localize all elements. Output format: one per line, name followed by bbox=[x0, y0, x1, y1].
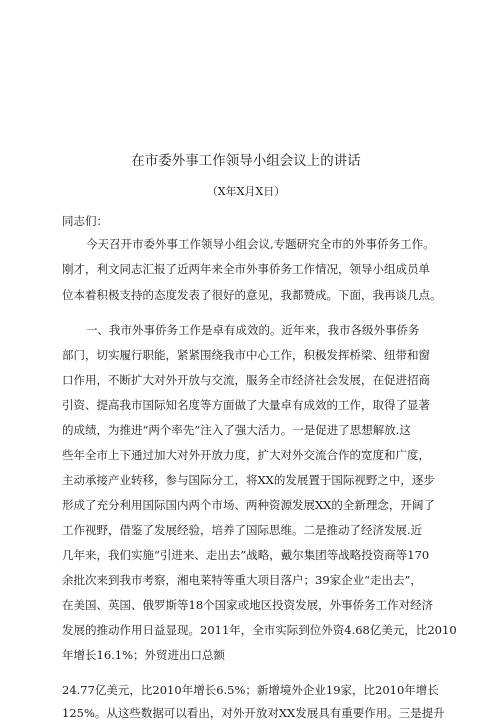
salutation: 同志们： bbox=[62, 214, 108, 228]
paragraph-line: 125%。从这些数据可以看出，对外开放对XX发展具有重要作用。三是提升 bbox=[62, 706, 445, 720]
paragraph-line: 引资、提高我市国际知名度等方面做了大量卓有成效的工作，取得了显著 bbox=[62, 398, 430, 412]
paragraph-line: 形成了充分利用国际国内两个市场、两种资源发展XX的全新理念，开阔了 bbox=[62, 498, 435, 512]
paragraph-line: 一、我市外事侨务工作是卓有成效的。近年来，我市各级外事侨务 bbox=[86, 323, 420, 337]
paragraph-line: 余批次来到我市考察，湘电莱特等重大项目落户；39家企业“走出去”， bbox=[62, 573, 422, 587]
paragraph-line: 发展的推动作用日益显现。2011年，全市实际到位外资4.68亿美元，比2010 bbox=[62, 623, 457, 637]
speech-date: （X年X月X日） bbox=[206, 185, 286, 198]
paragraph-line: 位本着积极支持的态度发表了很好的意见，我都赞成。下面，我再谈几点。 bbox=[62, 288, 442, 302]
document-title: 在市委外事工作领导小组会议上的讲话 bbox=[131, 153, 361, 169]
paragraph-line: 在美国、英国、俄罗斯等18个国家或地区投资发展，外事侨务工作对经济 bbox=[62, 598, 434, 612]
paragraph-line: 刚才，利文同志汇报了近两年来全市外事侨务工作情况，领导小组成员单 bbox=[62, 262, 430, 276]
paragraph-line: 24.77亿美元，比2010年增长6.5%；新增境外企业19家，比2010年增长 bbox=[62, 683, 439, 697]
paragraph-line: 主动承接产业转移，参与国际分工，将XX的发展置于国际视野之中，逐步 bbox=[62, 473, 435, 487]
paragraph-line: 几年来，我们实施“引进来、走出去”战略，戴尔集团等战略投资商等170 bbox=[62, 548, 430, 562]
paragraph-line: 部门，切实履行职能，紧紧围绕我市中心工作，积极发挥桥梁、纽带和窗 bbox=[62, 348, 430, 362]
paragraph-line: 的成绩，为推进“两个率先”注入了强大活力。一是促进了思想解放.这 bbox=[62, 423, 411, 437]
paragraph-line: 工作视野，借鉴了发展经验，培养了国际思维。二是推动了经济发展.近 bbox=[62, 523, 423, 537]
paragraph-line: 些年全市上下通过加大对外开放力度，扩大对外交流合作的宽度和广度， bbox=[62, 448, 430, 462]
paragraph-line: 今天召开市委外事工作领导小组会议,专题研究全市的外事侨务工作。 bbox=[86, 237, 435, 251]
paragraph-line: 年增长16.1%；外贸进出口总额 bbox=[62, 648, 226, 662]
paragraph-line: 口作用，不断扩大对外开放与交流，服务全市经济社会发展，在促进招商 bbox=[62, 373, 430, 387]
